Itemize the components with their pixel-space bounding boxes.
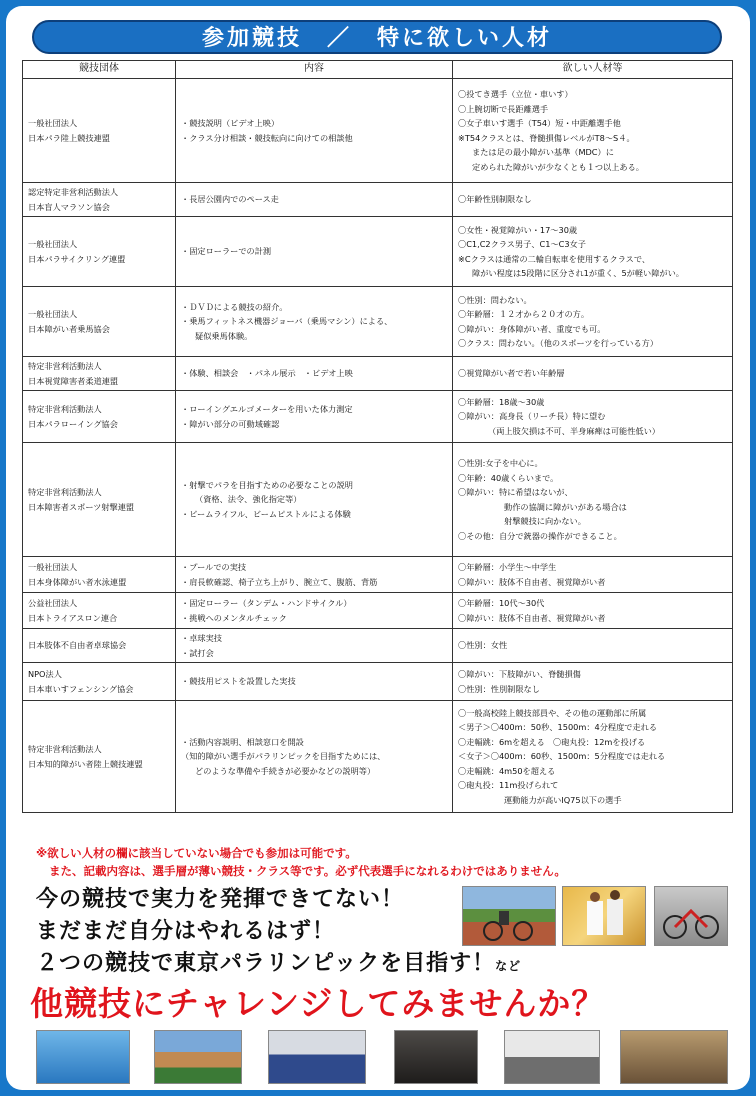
photo-judo (562, 886, 646, 946)
org-name: 日本トライアスロン連合 (28, 612, 118, 623)
wanted-line: 障がい程度は5段階に区分され1が重く、5が軽い障がい。 (472, 268, 684, 278)
flyer-card (6, 6, 750, 1090)
org-cell (23, 79, 176, 183)
wanted-line: 〇年齢：40歳くらいまで。 (458, 472, 559, 483)
header-content: 内容 (176, 61, 453, 79)
org-name: 日本パラ陸上競技連盟 (28, 132, 110, 143)
content-line: ・試打会 (181, 647, 214, 658)
slogan (36, 884, 521, 982)
photo-illustration (563, 887, 645, 945)
org-name: 日本視覚障害者柔道連盟 (28, 375, 119, 386)
table-row (23, 217, 733, 287)
org-name: 日本盲人マラソン協会 (28, 201, 110, 212)
wanted-line: 〇一般高校陸上競技部員や、その他の運動部に所属 (458, 707, 647, 718)
photo-illustration (655, 887, 727, 945)
org-cell (23, 557, 176, 593)
content-cell (176, 663, 453, 701)
content-cell (176, 357, 453, 391)
photo-wheelchair-fencing (620, 1030, 728, 1084)
photo-tandem-cycling (504, 1030, 600, 1084)
slogan-line (36, 948, 521, 982)
org-cell (23, 217, 176, 287)
slogan-suffix: など (495, 959, 522, 973)
photo-stadium (154, 1030, 242, 1084)
events-table (22, 60, 733, 813)
content-cell (176, 391, 453, 443)
wanted-line: 〇年齢層：小学生〜中学生 (458, 562, 557, 572)
wanted-cell (453, 357, 733, 391)
wanted-line: 〇走幅跳：6mを超える 〇砲丸投：12mを投げる (458, 736, 646, 747)
content-line: （知的障がい選手がパラリンピックを目指すためには、 (181, 751, 386, 762)
wanted-line: 〇障がい：肢体不自由者、視覚障がい者 (458, 576, 606, 587)
note-line: ※欲しい人材の欄に該当していない場合でも参加は可能です。 (36, 846, 357, 860)
org-name: 日本肢体不自由者卓球協会 (28, 640, 127, 651)
photo-track-wheelchair (462, 886, 556, 946)
content-line: ・射撃でパラを目指すための必要なことの説明 (181, 479, 353, 490)
wanted-cell (453, 593, 733, 629)
content-cell (176, 79, 453, 183)
content-line: ・固定ローラー（タンデム・ハンドサイクル） (181, 598, 352, 608)
table-row (23, 287, 733, 357)
wanted-line: ＜女子＞〇400m：60秒、1500m：5分程度では走れる (458, 751, 666, 762)
org-type: 特定非営利活動法人 (28, 361, 102, 371)
challenge-headline: 他競技にチャレンジしてみませんか？ (30, 984, 606, 1023)
wanted-cell (453, 217, 733, 287)
table-row (23, 593, 733, 629)
wanted-cell (453, 557, 733, 593)
content-cell (176, 557, 453, 593)
photo-cycling (654, 886, 728, 946)
header-wanted: 欲しい人材等 (453, 61, 733, 79)
photo-illustration (463, 887, 555, 945)
header-org: 競技団体 (23, 61, 176, 79)
slogan-line: 今の競技で実力を発揮できてない！ (36, 887, 405, 912)
org-cell (23, 663, 176, 701)
content-line: どのような準備や手続きが必要かなどの説明等） (195, 765, 376, 776)
org-type: 公益社団法人 (28, 598, 78, 608)
content-line: ・クラス分け相談・競技転向に向けての相談他 (181, 132, 353, 143)
wanted-line: （両上肢欠損は不可、半身麻痺は可能性低い） (488, 425, 660, 436)
wanted-line: ＜男子＞〇400m：50秒、1500m：4分程度で走れる (458, 722, 658, 733)
wanted-line: 射撃競技に向かない。 (504, 516, 586, 526)
table-header-row (23, 61, 733, 79)
wanted-line: 〇年齢層：１２才から２０才の方。 (458, 309, 590, 319)
wanted-line: ※T54クラスとは、脊髄損傷レベルがT8〜S４。 (458, 132, 635, 143)
photo-swimming (36, 1030, 130, 1084)
page-title: 参加競技 ／ 特に欲しい人材 (32, 20, 722, 54)
content-line: ・活動内容説明、相談窓口を開設 (181, 736, 304, 747)
table-row (23, 443, 733, 557)
wanted-line: 〇クラス：問わない。（他のスポーツを行っている方） (458, 338, 659, 348)
org-name: 日本知的障がい者陸上競技連盟 (28, 758, 143, 769)
content-line: ・競技説明（ビデオ上映） (181, 118, 280, 128)
org-cell (23, 443, 176, 557)
content-cell (176, 629, 453, 663)
wanted-line: 〇性別：女性 (458, 640, 508, 651)
org-cell (23, 701, 176, 813)
org-cell (23, 629, 176, 663)
wanted-line: 〇砲丸投：11m投げられて (458, 780, 559, 791)
wanted-line: 〇女子車いす選手（T54）短・中距離選手他 (458, 118, 621, 128)
content-line: ・ローイングエルゴメーターを用いた体力測定 (181, 404, 353, 414)
content-line: ・プールでの実技 (181, 562, 247, 572)
wanted-cell (453, 287, 733, 357)
wanted-line: 定められた障がいが少なくとも１つ以上ある。 (472, 161, 644, 172)
org-type: 一般社団法人 (28, 118, 78, 128)
wanted-cell (453, 629, 733, 663)
org-cell (23, 593, 176, 629)
org-cell (23, 391, 176, 443)
wanted-line: 運動能力が高いIQ75以下の選手 (504, 794, 622, 805)
wanted-cell (453, 183, 733, 217)
wanted-cell (453, 79, 733, 183)
wanted-line: 〇投てき選手（立位・車いす） (458, 89, 573, 99)
content-line: （資格、法令、強化指定等） (195, 494, 302, 505)
content-cell (176, 183, 453, 217)
content-line: ・障がい部分の可動域確認 (181, 418, 280, 429)
org-type: 特定非営利活動法人 (28, 487, 102, 497)
org-type: 特定非営利活動法人 (28, 744, 102, 754)
wanted-line: または足の最小障がい基準（MDC）に (472, 147, 614, 157)
wanted-line: 〇障がい：特に希望はないが、 (458, 487, 573, 497)
table-row (23, 357, 733, 391)
wanted-cell (453, 391, 733, 443)
disclaimer-note (36, 844, 566, 880)
content-line: ・体験、相談会 ・パネル展示 ・ビデオ上映 (181, 368, 353, 379)
wanted-line: 〇上腕切断で長距離選手 (458, 103, 549, 114)
org-name: 日本パラサイクリング連盟 (28, 253, 126, 264)
content-line: ・長居公園内でのペース走 (181, 194, 279, 205)
org-type: 一般社団法人 (28, 309, 78, 319)
wanted-line: 〇その他：自分で銃器の操作ができること。 (458, 530, 622, 541)
photo-table-tennis (268, 1030, 366, 1084)
photo-shooting (394, 1030, 478, 1084)
content-line: ・ＤＶＤによる競技の紹介。 (181, 301, 288, 312)
content-line: ・ビームライフル、ビームピストルによる体験 (181, 508, 351, 519)
content-cell (176, 701, 453, 813)
content-cell (176, 443, 453, 557)
org-type: NPO法人 (28, 669, 62, 679)
wanted-line: 〇視覚障がい者で若い年齢層 (458, 368, 565, 379)
content-line: ・固定ローラーでの計測 (181, 246, 272, 257)
wanted-line: 〇C1,C2クラス男子、C1〜C3女子 (458, 239, 586, 249)
slogan-line: まだまだ自分はやれるはず！ (36, 919, 336, 944)
wanted-line: 〇障がい：下肢障がい、脊髄損傷 (458, 669, 581, 679)
wanted-line: 〇年齢層：18歳〜30歳 (458, 396, 545, 407)
org-name: 日本障害者スポーツ射撃連盟 (28, 501, 135, 512)
wanted-line: ※Cクラスは通常の二輪自転車を使用するクラスで、 (458, 253, 651, 264)
slogan-text: ２つの競技で東京パラリンピックを目指す！ (36, 951, 496, 976)
wanted-line: 〇障がい：高身長（リーチ長）特に望む (458, 411, 606, 422)
note-line: また、記載内容は、選手層が薄い競技・クラス等です。必ず代表選手になれるわけではありません。 (49, 864, 566, 878)
org-type: 認定特定非営利活動法人 (28, 187, 119, 197)
wanted-line: 〇女性・視覚障がい・17〜30歳 (458, 224, 578, 235)
table-row (23, 557, 733, 593)
wanted-line: 〇障がい：身体障がい者、重度でも可。 (458, 323, 606, 334)
table-row (23, 629, 733, 663)
wanted-line: 〇年齢性別制限なし (458, 194, 532, 205)
table-row (23, 663, 733, 701)
org-cell (23, 183, 176, 217)
content-line: ・肩長軟確認、椅子立ち上がり、腕立て、腹筋、背筋 (181, 576, 378, 587)
wanted-line: 〇障がい：肢体不自由者、視覚障がい者 (458, 612, 606, 623)
org-name: 日本車いすフェンシング協会 (28, 683, 134, 694)
wanted-line: 〇年齢層：10代〜30代 (458, 598, 545, 608)
org-name: 日本パラローイング協会 (28, 418, 118, 429)
wanted-line: 〇走幅跳：4m50を超える (458, 765, 556, 776)
org-type: 一般社団法人 (28, 239, 78, 249)
content-line: ・卓球実技 (181, 633, 222, 643)
content-line: ・挑戦へのメンタルチェック (181, 612, 287, 623)
wanted-line: 〇性別:女子を中心に。 (458, 458, 543, 468)
content-line: ・乗馬フィットネス機器ジョーバ（乗馬マシン）による、 (181, 316, 393, 327)
org-cell (23, 287, 176, 357)
content-cell (176, 593, 453, 629)
table-row (23, 183, 733, 217)
org-name: 日本身体障がい者水泳連盟 (28, 576, 127, 587)
content-cell (176, 217, 453, 287)
wanted-line: 〇性別：問わない。 (458, 294, 532, 305)
wanted-cell (453, 701, 733, 813)
wanted-cell (453, 663, 733, 701)
table-row (23, 79, 733, 183)
table-row (23, 391, 733, 443)
content-line: ・競技用ピストを設置した実技 (181, 676, 296, 687)
content-line: 疑似乗馬体験。 (195, 330, 253, 341)
wanted-cell (453, 443, 733, 557)
org-type: 一般社団法人 (28, 562, 78, 572)
table-row (23, 701, 733, 813)
org-type: 特定非営利活動法人 (28, 404, 102, 414)
content-cell (176, 287, 453, 357)
org-cell (23, 357, 176, 391)
wanted-line: 〇性別：性別制限なし (458, 683, 540, 694)
org-name: 日本障がい者乗馬協会 (28, 323, 110, 334)
wanted-line: 動作の協調に障がいがある場合は (504, 501, 627, 512)
